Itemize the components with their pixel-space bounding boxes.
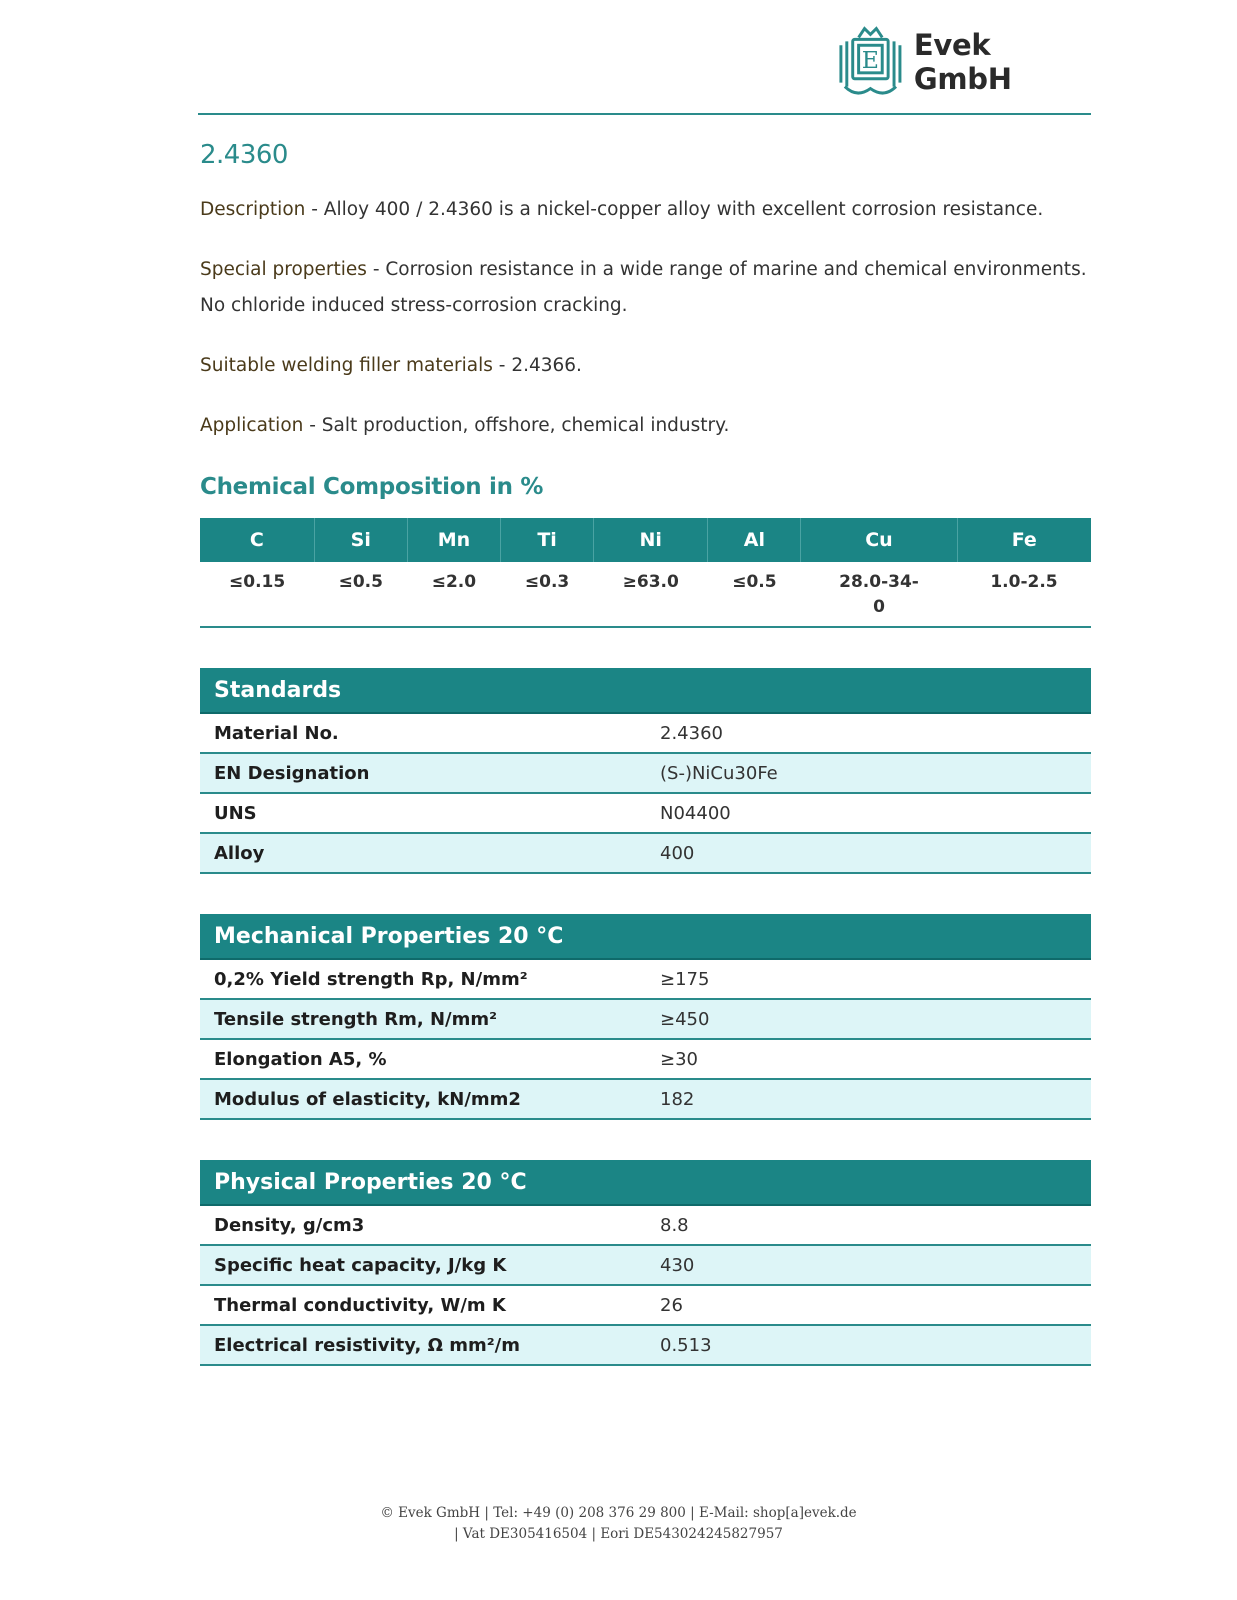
chem-value: 1.0-2.5 bbox=[990, 572, 1058, 592]
company-name: Evek GmbH bbox=[913, 28, 1012, 96]
standards-title: Standards bbox=[200, 668, 1091, 713]
physical-properties-table bbox=[200, 1160, 1091, 1366]
property-label: EN Designation bbox=[200, 753, 646, 793]
chemical-composition-table bbox=[200, 518, 1091, 626]
property-value: 182 bbox=[646, 1079, 1091, 1119]
property-label: Modulus of elasticity, kN/mm2 bbox=[200, 1079, 646, 1119]
chem-header: C bbox=[200, 518, 314, 562]
chem-value: 28.0-34- 0 bbox=[839, 572, 919, 617]
property-label: Tensile strength Rm, N/mm² bbox=[200, 999, 646, 1039]
property-label: Material No. bbox=[200, 713, 646, 753]
description-paragraph bbox=[200, 192, 1091, 228]
footer-tax-line: | Vat DE305416504 | Eori DE543024245827957 bbox=[454, 1526, 783, 1542]
property-value: ≥450 bbox=[646, 999, 1091, 1039]
property-value: 26 bbox=[646, 1285, 1091, 1325]
svg-text:E: E bbox=[861, 45, 880, 74]
property-value: 0.513 bbox=[646, 1325, 1091, 1365]
property-value: N04400 bbox=[646, 793, 1091, 833]
chem-header: Ni bbox=[594, 518, 708, 562]
datasheet-body bbox=[200, 140, 1091, 1366]
application-paragraph bbox=[200, 408, 1091, 444]
chem-header: Cu bbox=[801, 518, 957, 562]
page-footer bbox=[0, 1503, 1237, 1545]
property-label: Elongation A5, % bbox=[200, 1039, 646, 1079]
chem-value: ≤0.15 bbox=[229, 572, 286, 592]
special-properties-paragraph bbox=[200, 252, 1091, 324]
standards-table bbox=[200, 668, 1091, 874]
property-value: 430 bbox=[646, 1245, 1091, 1285]
application-text: - Salt production, offshore, chemical industry. bbox=[303, 415, 730, 436]
property-value: (S-)NiCu30Fe bbox=[646, 753, 1091, 793]
welding-filler-label: Suitable welding filler materials bbox=[200, 355, 493, 376]
page-title: 2.4360 bbox=[200, 140, 288, 170]
chem-value: ≤0.5 bbox=[732, 572, 777, 592]
chemical-composition-title: Chemical Composition in % bbox=[200, 474, 544, 500]
physical-properties-title: Physical Properties 20 °C bbox=[200, 1160, 1091, 1205]
property-value: ≥175 bbox=[646, 959, 1091, 999]
special-properties-label: Special properties bbox=[200, 259, 367, 280]
chem-header: Si bbox=[314, 518, 407, 562]
chem-value: ≥63.0 bbox=[622, 572, 679, 592]
property-value: 400 bbox=[646, 833, 1091, 873]
application-label: Application bbox=[200, 415, 304, 436]
mechanical-properties-title: Mechanical Properties 20 °C bbox=[200, 914, 1091, 959]
property-label: 0,2% Yield strength Rp, N/mm² bbox=[200, 959, 646, 999]
property-label: UNS bbox=[200, 793, 646, 833]
property-label: Alloy bbox=[200, 833, 646, 873]
footer-contact-line: © Evek GmbH | Tel: +49 (0) 208 376 29 800 | E-Mail: shop[a]evek.de bbox=[380, 1505, 857, 1521]
chem-value: ≤2.0 bbox=[431, 572, 477, 592]
property-label: Electrical resistivity, Ω mm²/m bbox=[200, 1325, 646, 1365]
description-label: Description bbox=[200, 199, 306, 220]
header-rule bbox=[198, 113, 1091, 115]
property-label: Thermal conductivity, W/m K bbox=[200, 1285, 646, 1325]
chem-value: ≤0.5 bbox=[338, 572, 383, 592]
property-value: 2.4360 bbox=[646, 713, 1091, 753]
chem-header: Fe bbox=[957, 518, 1091, 562]
welding-filler-text: - 2.4366. bbox=[492, 355, 582, 376]
mechanical-properties-table bbox=[200, 914, 1091, 1120]
property-value: ≥30 bbox=[646, 1039, 1091, 1079]
chem-bottom-rule bbox=[200, 626, 1091, 628]
property-value: 8.8 bbox=[646, 1205, 1091, 1245]
property-label: Specific heat capacity, J/kg K bbox=[200, 1245, 646, 1285]
evek-emblem-icon bbox=[835, 23, 906, 101]
chem-value: ≤0.3 bbox=[524, 572, 570, 592]
chem-header: Mn bbox=[407, 518, 500, 562]
description-text: - Alloy 400 / 2.4360 is a nickel-copper alloy with excellent corrosion resistance. bbox=[305, 199, 1044, 220]
chem-header: Al bbox=[708, 518, 801, 562]
property-label: Density, g/cm3 bbox=[200, 1205, 646, 1245]
company-logo bbox=[835, 22, 1095, 102]
special-properties-text: - Corrosion resistance in a wide range of marine and chemical environments. No chloride induced stress-corrosion cracking. bbox=[200, 259, 1087, 316]
welding-filler-paragraph bbox=[200, 348, 1091, 384]
chem-header: Ti bbox=[500, 518, 593, 562]
